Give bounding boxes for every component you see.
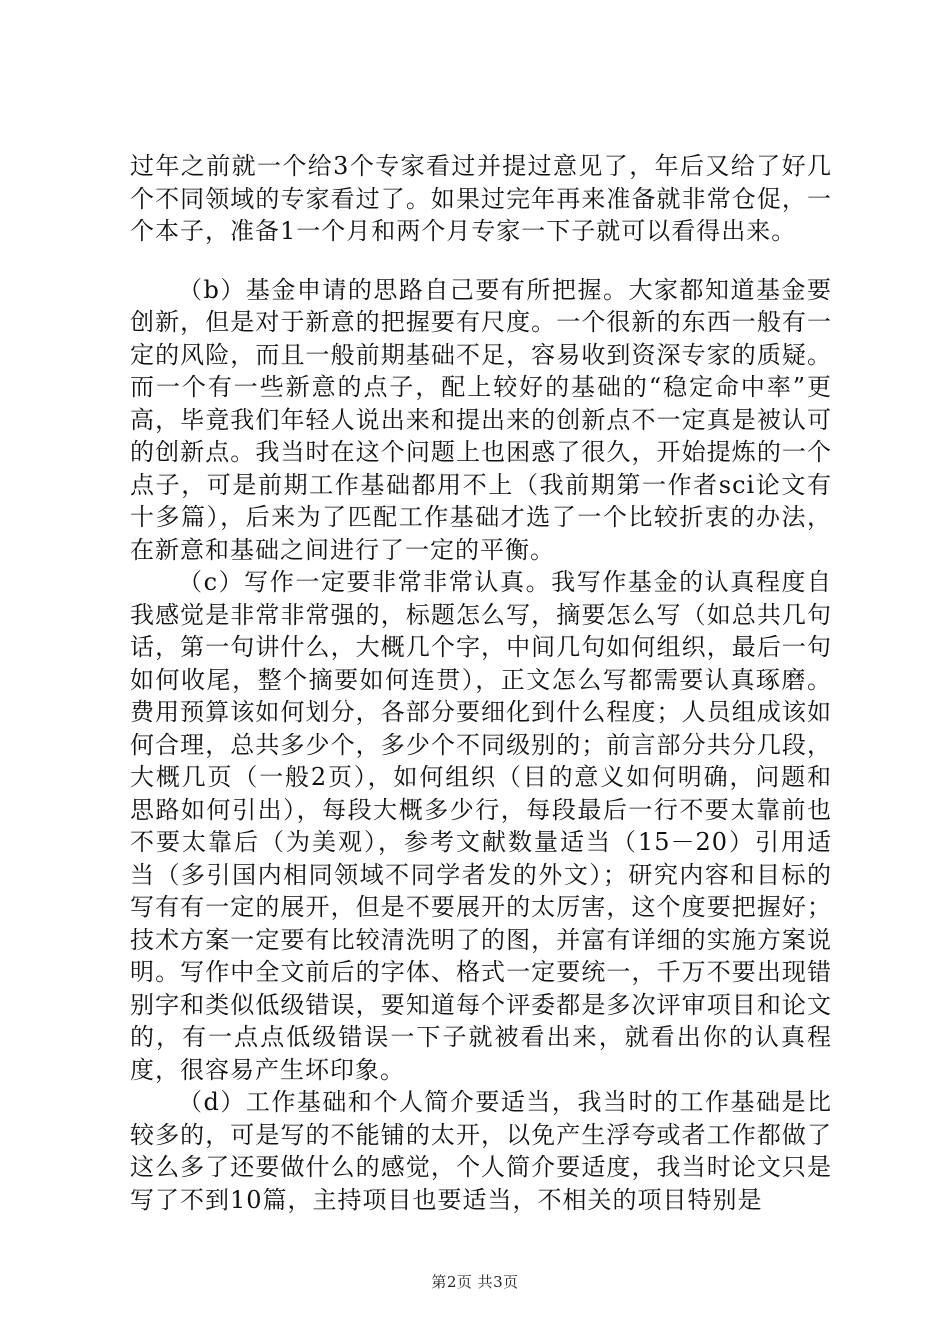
paragraph-d: （d）工作基础和个人简介要适当，我当时的工作基础是比较多的，可是写的不能铺的太开，以免产生浮夸或者工作都做了这么多了还要做什么的感觉，个人简介要适度，我当时论文只是写了不到10篇，主持项目也要适当，不相关的项目特别是	[130, 1088, 832, 1214]
paragraph-continuation: 过年之前就一个给3个专家看过并提过意见了，年后又给了好几个不同领域的专家看过了。如果过完年再来准备就非常仓促，一个本子，准备1一个月和两个月专家一下子就可以看得出来。	[130, 152, 832, 245]
page-footer: 第2页 共3页	[431, 1273, 519, 1291]
body-text	[130, 150, 832, 1216]
paragraph-c: （c）写作一定要非常非常认真。我写作基金的认真程度自我感觉是非常非常强的，标题怎么写，摘要怎么写（如总共几句话，第一句讲什么，大概几个字，中间几句如何组织，最后一句如何收尾，整个摘要如何连贯），正文怎么写都需要认真琢磨。费用预算该如何划分，各部分要细化到什么程度；人员组成该如何合理，总共多少个，多少个不同级别的；前言部分共分几段，大概几页（一般2页），如何组织（目的意义如何明确，问题和思路如何引出），每段大概多少行，每段最后一行不要太靠前也不要太靠后（为美观），参考文献数量适当（15－20）引用适当（多引国内相同领域不同学者发的外文）；研究内容和目标的写有有一定的展开，但是不要展开的太厉害，这个度要把握好；技术方案一定要有比较清洗明了的图，并富有详细的实施方案说明。写作中全文前后的字体、格式一定要统一，千万不要出现错别字和类似低级错误，要知道每个评委都是多次评审项目和论文的，有一点点低级错误一下子就被看出来，就看出你的认真程度，很容易产生坏印象。	[130, 568, 832, 1084]
paragraph-b: （b）基金申请的思路自己要有所把握。大家都知道基金要创新，但是对于新意的把握要有尺度。一个很新的东西一般有一定的风险，而且一般前期基础不足，容易收到资深专家的质疑。而一个有一些新意的点子，配上较好的基础的“稳定命中率”更高，毕竟我们年轻人说出来和提出来的创新点不一定真是被认可的创新点。我当时在这个问题上也困惑了很久，开始提炼的一个点子，可是前期工作基础都用不上（我前期第一作者sci论文有十多篇），后来为了匹配工作基础才选了一个比较折衷的办法，在新意和基础之间进行了一定的平衡。	[130, 275, 832, 564]
